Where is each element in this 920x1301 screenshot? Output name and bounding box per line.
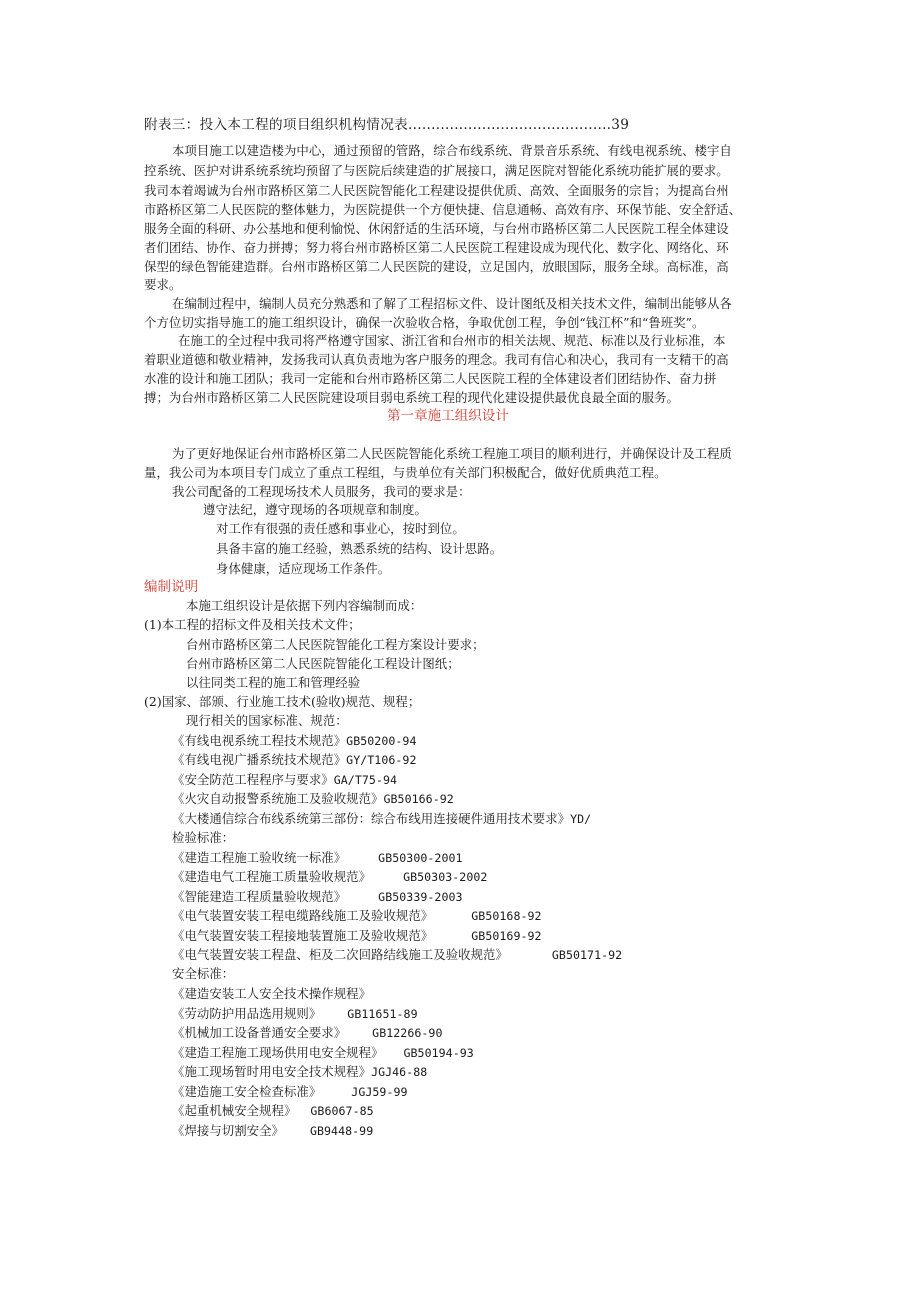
standard-row: [172, 908, 542, 924]
chapter-p1-line: 为了更好地保证台州市路桥区第二人民医院智能化系统工程施工项目的顺利进行，并确保设计及工程质: [172, 446, 732, 461]
standard-row: [172, 752, 416, 768]
intro-p3-line: 在施工的全过程中我司将严格遵守国家、浙江省和台州市的相关法规、规范、标准以及行业标准，本: [178, 333, 726, 348]
standard-code: JGJ46-88: [371, 1065, 428, 1079]
standard-row: [172, 1103, 374, 1119]
intro-p1-line: 保型的绿色智能建造群。台州市路桥区第二人民医院的建设，立足国内，放眼国际，服务全球。高标准，高: [144, 259, 729, 274]
standard-row: [172, 850, 463, 866]
standard-row: [172, 733, 416, 749]
requirement-item: 遵守法纪，遵守现场的各项规章和制度。: [203, 502, 427, 517]
intro-p1-line: 我司本着竭诚为台州市路桥区第二人民医院智能化工程建设提供优质、高效、全面服务的宗旨；为提高台州: [144, 183, 729, 198]
chapter-p1-line: 量，我公司为本项目专门成立了重点工程组，与贵单位有关部门积极配合，做好优质典范工程。: [144, 465, 667, 480]
intro-p1-line: 市路桥区第二人民医院的整体魅力，为医院提供一个方便快捷、信息通畅、高效有序、环保节能、安全舒适、: [144, 202, 742, 217]
standard-row: [172, 947, 622, 963]
standard-code: GB12266-90: [372, 1026, 443, 1040]
standard-row: [172, 791, 454, 807]
standard-code: GA/T75-94: [333, 773, 398, 787]
standard-name: 《有线电视系统工程技术规范》: [172, 733, 347, 748]
standard-row: [172, 1025, 442, 1041]
standard-name: 《机械加工设备普通安全要求》: [172, 1025, 347, 1040]
intro-p1-line: 本项目施工以建造楼为中心，通过预留的管路，综合布线系统、背景音乐系统、有线电视系统、楼宇自: [172, 143, 732, 158]
standard-code: JGJ59-99: [351, 1085, 408, 1099]
standard-name: 《电气装置安装工程电缆路线施工及验收规范》: [172, 908, 434, 923]
standard-row: [172, 772, 397, 788]
intro-p3-line: 水准的设计和施工团队；我司一定能和台州市路桥区第二人民医院工程的全体建设者们团结协作、奋力拼: [144, 371, 717, 386]
standard-row: [172, 811, 591, 827]
requirement-item: 具备丰富的施工经验，熟悉系统的结构、设计思路。: [216, 541, 503, 556]
item-title: (2)国家、部颁、行业施工技术(验收)规范、规程；: [144, 694, 421, 709]
intro-p3-line: 搏；为台州市路桥区第二人民医院建设项目弱电系统工程的现代化建设提供最优良最全面的服务。: [144, 390, 679, 405]
standard-name: 《建造施工安全检查标准》: [172, 1084, 322, 1099]
standard-code: GY/T106-92: [346, 753, 417, 767]
toc-entry: 附表三：投入本工程的项目组织机构情况表............................................39: [144, 117, 630, 133]
standard-name: 《智能建造工程质量验收规范》: [172, 889, 347, 904]
national-heading: 现行相关的国家标准、规范：: [186, 713, 348, 728]
item-line: 以往同类工程的施工和管理经验: [186, 675, 361, 690]
standard-name: 《劳动防护用品选用规则》: [172, 1006, 322, 1021]
safety-heading: 安全标准：: [172, 966, 235, 981]
standard-code: YD/: [570, 812, 592, 826]
intro-p2-line: 在编制过程中，编制人员充分熟悉和了解了工程招标文件、设计图纸及相关技术文件，编制出能够从各: [172, 296, 732, 311]
standard-code: GB50300-2001: [378, 851, 463, 865]
standard-code: GB50171-92: [551, 948, 623, 962]
inspection-heading: 检验标准：: [172, 830, 235, 845]
chapter-title: 第一章施工组织设计: [387, 408, 509, 424]
standard-name: 《大楼通信综合布线系统第三部份：综合布线用连接硬件通用技术要求》: [172, 811, 571, 826]
standard-name: 《施工现场暂时用电安全技术规程》: [172, 1064, 372, 1079]
standard-row: [172, 1123, 373, 1139]
standard-code: GB50303-2002: [403, 870, 488, 884]
standard-code: GB9448-99: [309, 1124, 374, 1138]
staff-intro: 我公司配备的工程现场技术人员服务，我司的要求是：: [172, 484, 471, 499]
standard-code: GB50194-93: [403, 1046, 474, 1060]
standard-code: GB50166-92: [383, 792, 454, 806]
standard-code: GB50168-92: [471, 909, 542, 923]
standard-row: [172, 1045, 474, 1061]
standard-row: [172, 1084, 408, 1100]
standard-name: 《建造安装工人安全技术操作规程》: [172, 986, 372, 1001]
standard-row: [172, 889, 463, 905]
standard-name: 《建造工程施工现场供用电安全规程》: [172, 1045, 384, 1060]
standard-name: 《电气装置安装工程接地装置施工及验收规范》: [172, 928, 434, 943]
standard-name: 《起重机械安全规程》: [172, 1103, 297, 1118]
intro-p3-line: 着职业道德和敬业精神，发扬我司认真负责地为客户服务的理念。我司有信心和决心，我司有一支精干的高: [144, 352, 729, 367]
standard-row: [172, 986, 371, 1002]
requirement-item: 对工作有很强的责任感和事业心，按时到位。: [216, 521, 465, 536]
standard-name: 《有线电视广播系统技术规范》: [172, 752, 347, 767]
standard-row: [172, 1006, 418, 1022]
intro-p2-line: 个方位切实指导施工的施工组织设计，确保一次验收合格，争取优创工程，争创“钱江杯”和“鲁班奖”。: [144, 315, 705, 330]
standard-row: [172, 928, 542, 944]
intro-p1-line: 控系统、医护对讲系统系统均预留了与医院后续建造的扩展接口，满足医院对智能化系统功能扩展的要求。: [144, 163, 729, 178]
standard-row: [172, 869, 487, 885]
standard-code: GB11651-89: [347, 1007, 418, 1021]
standard-name: 《建造电气工程施工质量验收规范》: [172, 869, 372, 884]
standard-name: 《安全防范工程程序与要求》: [172, 772, 334, 787]
item-line: 台州市路桥区第二人民医院智能化工程方案设计要求；: [186, 637, 485, 652]
standard-name: 《建造工程施工验收统一标准》: [172, 850, 347, 865]
standard-name: 《火灾自动报警系统施工及验收规范》: [172, 791, 384, 806]
standard-code: GB50169-92: [471, 929, 542, 943]
intro-p1-line: 要求。: [144, 277, 182, 292]
standard-name: 《电气装置安装工程盘、柜及二次回路结线施工及验收规范》: [172, 947, 508, 962]
requirement-item: 身体健康，适应现场工作条件。: [216, 561, 391, 576]
standard-code: GB6067-85: [310, 1104, 374, 1118]
item-line: 台州市路桥区第二人民医院智能化工程设计图纸；: [186, 656, 460, 671]
item-title: (1)本工程的招标文件及相关技术文件；: [144, 617, 361, 632]
standard-name: 《焊接与切割安全》: [172, 1123, 284, 1138]
section-heading: 编制说明: [144, 579, 199, 595]
intro-p1-line: 者们团结、协作、奋力拼搏；努力将台州市路桥区第二人民医院工程建设成为现代化、数字化、网络化、环: [144, 240, 729, 255]
compile-intro: 本施工组织设计是依据下列内容编制而成：: [186, 598, 423, 613]
standard-code: GB50200-94: [346, 734, 417, 748]
intro-p1-line: 服务全面的科研、办公基地和便利愉悦、休闲舒适的生活环境，与台州市路桥区第二人民医院工程全体建设: [144, 221, 729, 236]
standard-code: GB50339-2003: [378, 890, 463, 904]
standard-row: [172, 1064, 427, 1080]
